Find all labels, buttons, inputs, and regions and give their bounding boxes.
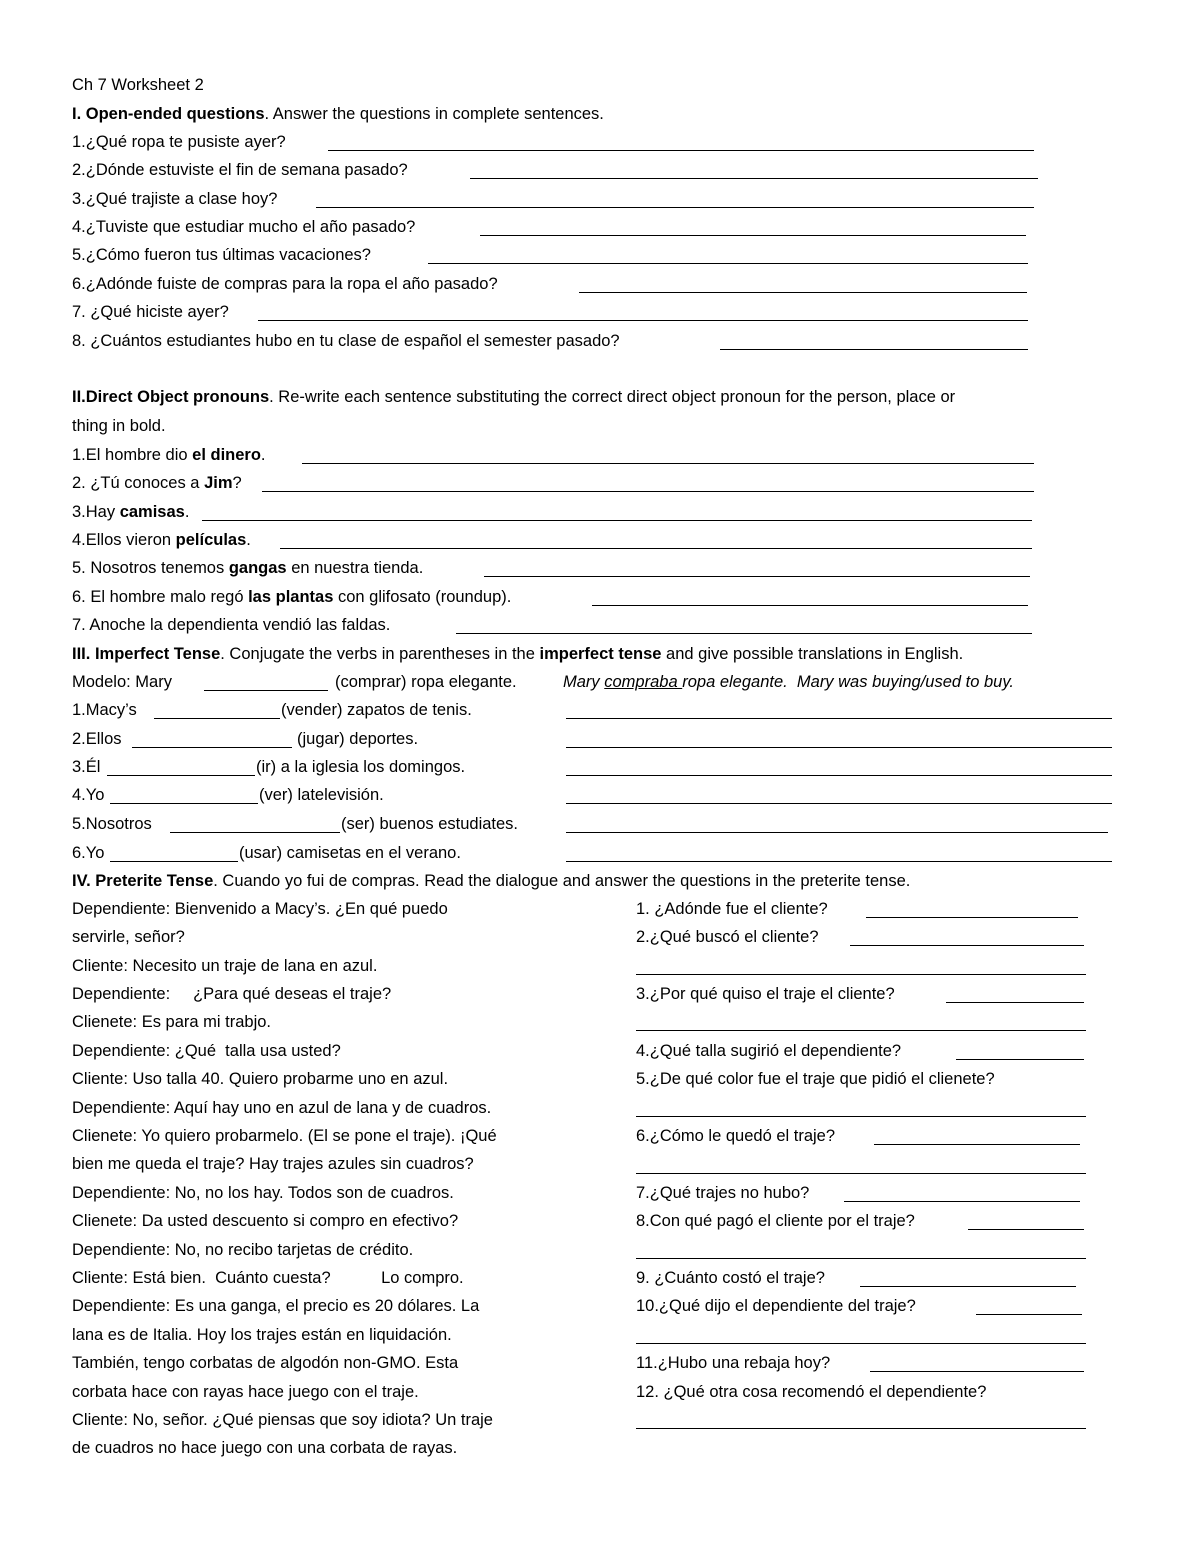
s1-question-7: 7. ¿Qué hiciste ayer?	[72, 303, 229, 321]
s2-item-4: 4.Ellos vieron películas.	[72, 531, 251, 549]
dialogue-line: Dependiente: ¿Qué talla usa usted?	[72, 1042, 341, 1060]
s1-answer-line-4[interactable]	[480, 235, 1026, 236]
worksheet-title: Ch 7 Worksheet 2	[72, 76, 204, 94]
s3-verb-blank-4[interactable]	[110, 803, 258, 804]
section-1-heading	[72, 104, 604, 124]
section-2-number: II.	[72, 388, 86, 406]
s3-model-example: Mary compraba ropa elegante. Mary was buying/used to buy.	[563, 673, 1014, 691]
s4-question-12: 12. ¿Qué otra cosa recomendó el dependiente?	[636, 1383, 987, 1401]
s3-verb-blank-2[interactable]	[132, 747, 292, 748]
s4-answer-line-2b[interactable]	[636, 974, 1086, 975]
s1-answer-line-7[interactable]	[258, 320, 1028, 321]
section-1-number: I.	[72, 105, 82, 123]
section-3-title: Imperfect Tense	[94, 645, 221, 663]
s4-question-9: 9. ¿Cuánto costó el traje?	[636, 1269, 825, 1287]
s4-question-11: 11.¿Hubo una rebaja hoy?	[636, 1354, 831, 1372]
s3-model-blank	[204, 690, 328, 691]
dialogue-line: lana es de Italia. Hoy los trajes están en liquidación.	[72, 1326, 452, 1344]
s3-item-3-verb: (ir) a la iglesia los domingos.	[256, 758, 466, 776]
s2-item-6: 6. El hombre malo regó las plantas con glifosato (roundup).	[72, 588, 512, 606]
s3-verb-blank-1[interactable]	[154, 718, 280, 719]
s3-translation-line-2[interactable]	[566, 747, 1112, 748]
s3-item-1-verb: (vender) zapatos de tenis.	[281, 701, 472, 719]
s1-question-1: 1.¿Qué ropa te pusiste ayer?	[72, 133, 286, 151]
s2-answer-line-5[interactable]	[484, 576, 1030, 577]
s4-question-7: 7.¿Qué trajes no hubo?	[636, 1184, 810, 1202]
section-2-instructions: . Re-write each sentence substituting the correct direct object pronoun for the person, place or	[269, 388, 956, 406]
s4-question-3: 3.¿Por qué quiso el traje el cliente?	[636, 985, 895, 1003]
s3-item-2-verb: (jugar) deportes.	[297, 730, 419, 748]
s4-answer-line-12[interactable]	[636, 1428, 1086, 1429]
dialogue-line: También, tengo corbatas de algodón non-GMO. Esta	[72, 1354, 459, 1372]
s2-answer-line-2[interactable]	[262, 491, 1034, 492]
s3-item-3-subject: 3.Él	[72, 758, 101, 776]
s3-translation-line-5[interactable]	[566, 832, 1108, 833]
dialogue-line: corbata hace con rayas hace juego con el traje.	[72, 1383, 419, 1401]
s3-item-4-verb: (ver) latelevisión.	[259, 786, 384, 804]
s3-translation-line-3[interactable]	[566, 775, 1112, 776]
s2-item-3: 3.Hay camisas.	[72, 503, 190, 521]
s1-answer-line-6[interactable]	[579, 292, 1027, 293]
s1-answer-line-3[interactable]	[316, 207, 1034, 208]
dialogue-line: Cliente: Está bien. Cuánto cuesta? Lo compro.	[72, 1269, 464, 1287]
section-2-heading	[72, 387, 955, 407]
dialogue-line: Dependiente: No, no los hay. Todos son de cuadros.	[72, 1184, 454, 1202]
dialogue-line: Clienete: Yo quiero probarmelo. (El se pone el traje). ¡Qué	[72, 1127, 497, 1145]
s4-answer-line-3b[interactable]	[636, 1030, 1086, 1031]
s4-answer-line-5[interactable]	[636, 1116, 1086, 1117]
s4-question-6: 6.¿Cómo le quedó el traje?	[636, 1127, 836, 1145]
s1-answer-line-8[interactable]	[720, 349, 1028, 350]
dialogue-line: bien me queda el traje? Hay trajes azules sin cuadros?	[72, 1155, 474, 1173]
s3-model-prefix: Modelo: Mary	[72, 673, 172, 691]
s3-verb-blank-5[interactable]	[170, 832, 340, 833]
section-1-instructions: . Answer the questions in complete sentences.	[264, 105, 604, 123]
dialogue-line: Cliente: No, señor. ¿Qué piensas que soy idiota? Un traje	[72, 1411, 493, 1429]
s4-answer-line-4[interactable]	[956, 1059, 1084, 1060]
s3-model-verb: (comprar) ropa elegante.	[335, 673, 517, 691]
dialogue-line: Dependiente: Bienvenido a Macy’s. ¿En qué puedo	[72, 900, 448, 918]
s4-answer-line-1[interactable]	[866, 917, 1078, 918]
s4-question-2: 2.¿Qué buscó el cliente?	[636, 928, 819, 946]
s2-answer-line-4[interactable]	[280, 548, 1032, 549]
section-1-title: Open-ended questions	[85, 105, 265, 123]
s4-answer-line-9[interactable]	[860, 1286, 1076, 1287]
dialogue-line: Dependiente: ¿Para qué deseas el traje?	[72, 985, 392, 1003]
s1-answer-line-1[interactable]	[328, 150, 1034, 151]
s3-translation-line-6[interactable]	[566, 861, 1112, 862]
s2-item-1: 1.El hombre dio el dinero.	[72, 446, 266, 464]
s3-verb-blank-3[interactable]	[107, 775, 255, 776]
s2-item-7: 7. Anoche la dependienta vendió las faldas.	[72, 616, 391, 634]
s3-item-6-subject: 6.Yo	[72, 844, 105, 862]
section-4-title: Preterite Tense	[95, 872, 214, 890]
section-2-title: Direct Object pronouns	[85, 388, 270, 406]
s4-answer-line-7[interactable]	[844, 1201, 1080, 1202]
section-4-heading: IV. Preterite Tense. Cuando yo fui de compras. Read the dialogue and answer the questions in the preterite tense.	[72, 872, 911, 890]
s3-translation-line-1[interactable]	[566, 718, 1112, 719]
dialogue-line: servirle, señor?	[72, 928, 185, 946]
s4-answer-line-11[interactable]	[870, 1371, 1084, 1372]
s1-question-8: 8. ¿Cuántos estudiantes hubo en tu clase de español el semester pasado?	[72, 332, 620, 350]
s1-answer-line-2[interactable]	[470, 178, 1038, 179]
s3-item-2-subject: 2.Ellos	[72, 730, 122, 748]
s1-question-3: 3.¿Qué trajiste a clase hoy?	[72, 190, 278, 208]
s1-question-6: 6.¿Adónde fuiste de compras para la ropa el año pasado?	[72, 275, 498, 293]
dialogue-line: Dependiente: Aquí hay uno en azul de lana y de cuadros.	[72, 1099, 492, 1117]
dialogue-line: Cliente: Uso talla 40. Quiero probarme uno en azul.	[72, 1070, 449, 1088]
s3-item-5-verb: (ser) buenos estudiates.	[341, 815, 519, 833]
s1-question-4: 4.¿Tuviste que estudiar mucho el año pasado?	[72, 218, 416, 236]
dialogue-line: Cliente: Necesito un traje de lana en azul.	[72, 957, 378, 975]
s4-question-5: 5.¿De qué color fue el traje que pidió el clienete?	[636, 1070, 995, 1088]
dialogue-line: de cuadros no hace juego con una corbata de rayas.	[72, 1439, 458, 1457]
s2-answer-line-1[interactable]	[302, 463, 1034, 464]
s4-question-4: 4.¿Qué talla sugirió el dependiente?	[636, 1042, 902, 1060]
section-3-heading: III. Imperfect Tense. Conjugate the verbs in parentheses in the imperfect tense and give possible translations in English.	[72, 645, 964, 663]
s4-answer-line-6a[interactable]	[874, 1144, 1080, 1145]
s2-answer-line-6[interactable]	[592, 605, 1028, 606]
s4-answer-line-10a[interactable]	[976, 1314, 1082, 1315]
s4-question-8: 8.Con qué pagó el cliente por el traje?	[636, 1212, 915, 1230]
s1-answer-line-5[interactable]	[428, 263, 1028, 264]
s4-answer-line-10b[interactable]	[636, 1343, 1086, 1344]
s3-translation-line-4[interactable]	[566, 803, 1112, 804]
section-2-instructions-cont: thing in bold.	[72, 417, 166, 435]
s4-question-1: 1. ¿Adónde fue el cliente?	[636, 900, 828, 918]
s3-item-6-verb: (usar) camisetas en el verano.	[239, 844, 461, 862]
s2-answer-line-3[interactable]	[202, 520, 1032, 521]
dialogue-line: Dependiente: No, no recibo tarjetas de crédito.	[72, 1241, 414, 1259]
s4-answer-line-8a[interactable]	[968, 1229, 1084, 1230]
s1-question-5: 5.¿Cómo fueron tus últimas vacaciones?	[72, 246, 371, 264]
s3-verb-blank-6[interactable]	[110, 861, 238, 862]
dialogue-line: Clienete: Es para mi trabjo.	[72, 1013, 272, 1031]
s2-answer-line-7[interactable]	[456, 633, 1032, 634]
dialogue-line: Dependiente: Es una ganga, el precio es 20 dólares. La	[72, 1297, 480, 1315]
s4-answer-line-8b[interactable]	[636, 1258, 1086, 1259]
s3-item-5-subject: 5.Nosotros	[72, 815, 152, 833]
s2-item-5: 5. Nosotros tenemos gangas en nuestra tienda.	[72, 559, 424, 577]
s4-answer-line-2a[interactable]	[850, 945, 1084, 946]
s4-question-10: 10.¿Qué dijo el dependiente del traje?	[636, 1297, 916, 1315]
s4-answer-line-3a[interactable]	[946, 1002, 1084, 1003]
s4-answer-line-6b[interactable]	[636, 1173, 1086, 1174]
s1-question-2: 2.¿Dónde estuviste el fin de semana pasado?	[72, 161, 408, 179]
s3-item-4-subject: 4.Yo	[72, 786, 105, 804]
s2-item-2: 2. ¿Tú conoces a Jim?	[72, 474, 242, 492]
s3-item-1-subject: 1.Macy’s	[72, 701, 137, 719]
dialogue-line: Clienete: Da usted descuento si compro en efectivo?	[72, 1212, 459, 1230]
